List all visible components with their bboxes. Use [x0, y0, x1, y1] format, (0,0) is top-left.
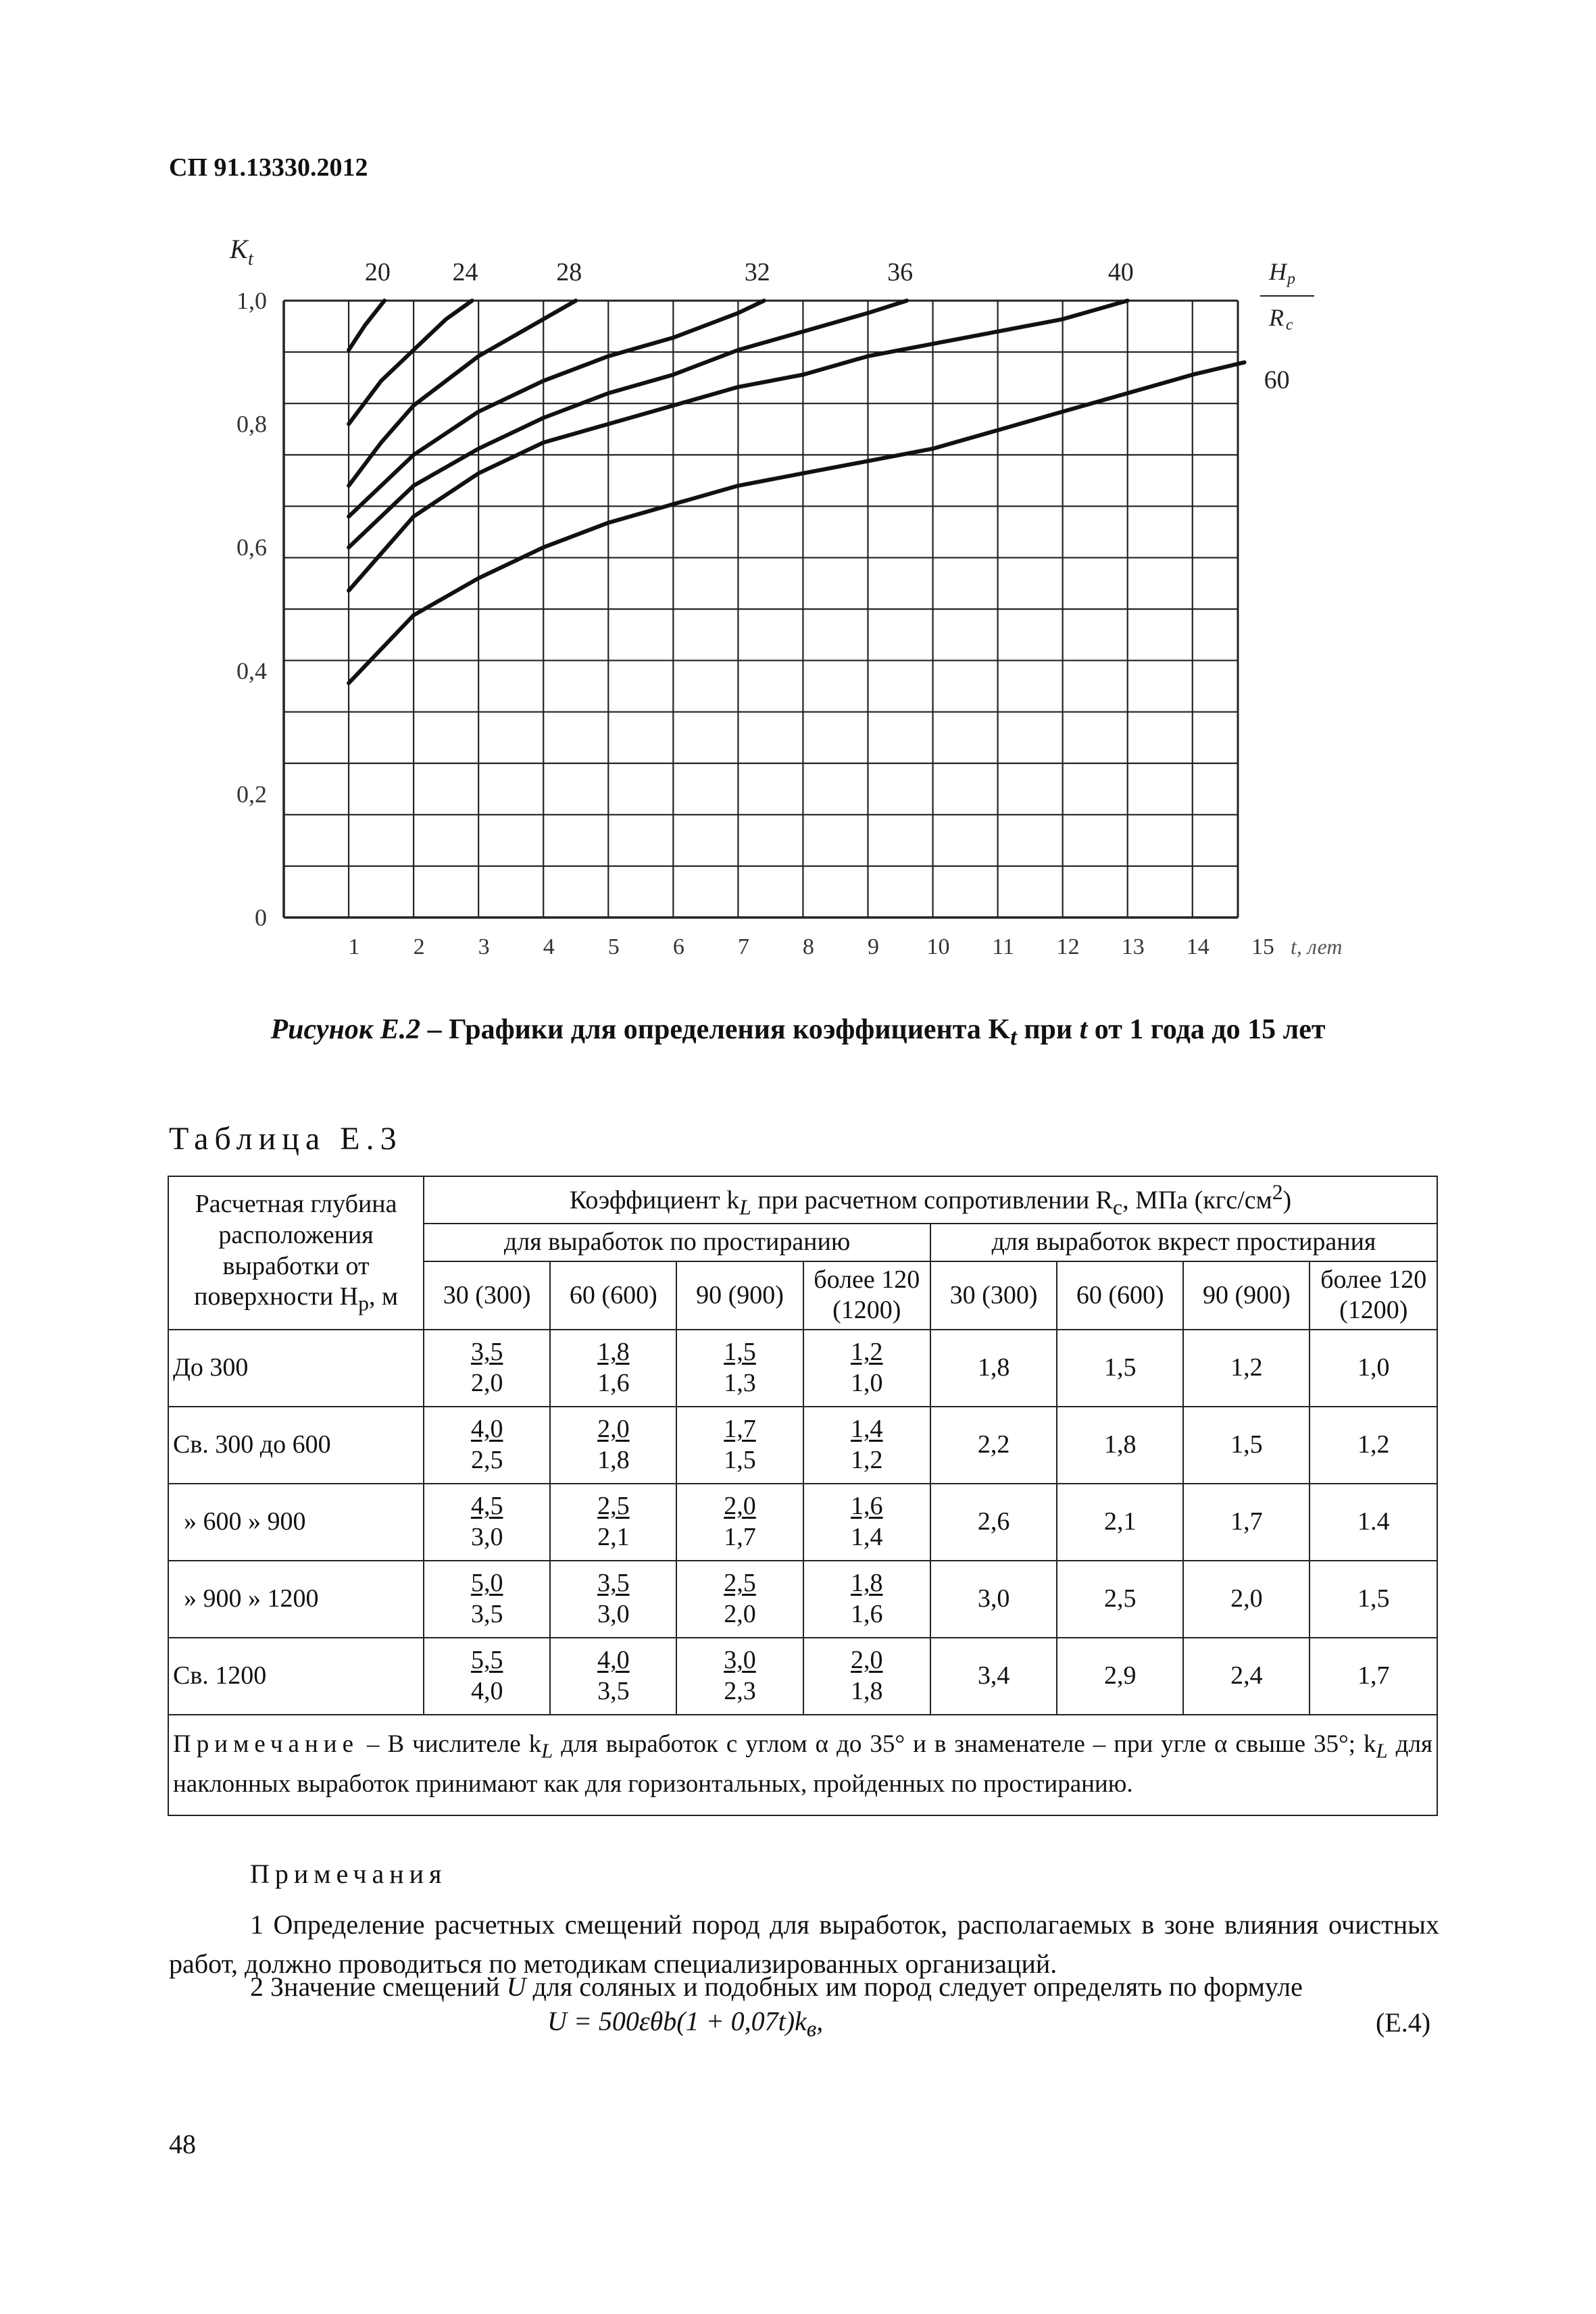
coef-header-sub: L [739, 1195, 751, 1219]
table-cell: 1,2 [1310, 1407, 1437, 1484]
table-cell: 2,1 [1057, 1484, 1183, 1561]
table-note-part: для выработок с углом α до 35° и в знаменателе – при угле α свыше 35°; k [553, 1730, 1376, 1759]
denominator: 1,5 [724, 1446, 756, 1475]
x-tick-label: 1 [348, 934, 360, 959]
table-cell: 2,0 [1183, 1561, 1310, 1638]
denominator: 1,7 [724, 1523, 756, 1552]
fraction [471, 1491, 503, 1553]
numerator: 1,8 [597, 1338, 630, 1367]
fraction [597, 1568, 630, 1630]
legend-param-denominator-sub: с [1286, 316, 1293, 334]
column-header: 60 (600) [550, 1261, 676, 1330]
table-cell: 1,5 [1183, 1407, 1310, 1484]
group-cross-header: для выработок вкрест простирания [930, 1224, 1437, 1261]
numerator: 2,5 [724, 1569, 756, 1598]
note-paragraph-1: 1 Определение расчетных смещений пород для выработок, располагаемых в зоне влияния очистных работ, должно проводиться по методикам специализированных организаций. [169, 1909, 1439, 1979]
numerator: 4,0 [470, 1415, 503, 1444]
table-cell-fraction [803, 1407, 930, 1484]
coef-header-a: Коэффициент k [569, 1186, 740, 1215]
table-note-row [168, 1715, 1437, 1815]
note-paragraph-2 [169, 1967, 1439, 2007]
x-tick-label: 9 [867, 934, 879, 959]
fraction [724, 1414, 756, 1476]
series-label: 20 [364, 258, 391, 286]
fraction [851, 1645, 883, 1707]
legend-param-denominator: R [1269, 304, 1284, 331]
column-header: 90 (900) [676, 1261, 803, 1330]
table-note-part: Примечание [173, 1730, 359, 1759]
kt-chart [0, 0, 1596, 980]
fraction [597, 1414, 630, 1476]
numerator: 3,0 [724, 1646, 756, 1675]
formula-number: (Е.4) [1376, 2007, 1431, 2038]
denominator: 2,0 [470, 1369, 503, 1398]
numerator: 3,5 [597, 1569, 630, 1598]
numerator: 2,0 [724, 1492, 756, 1521]
coef-header-c: , МПа (кгс/см [1122, 1186, 1272, 1215]
table-row [168, 1407, 1437, 1484]
row-label: Св. 300 до 600 [168, 1407, 424, 1484]
column-header: 90 (900) [1183, 1261, 1310, 1330]
series-label: 32 [744, 258, 770, 286]
fraction [851, 1568, 883, 1630]
table-row [168, 1484, 1437, 1561]
denominator: 3,5 [470, 1600, 503, 1629]
table-row [168, 1638, 1437, 1715]
table-cell: 1,8 [1057, 1407, 1183, 1484]
denominator: 1,2 [851, 1446, 883, 1475]
fraction [724, 1568, 756, 1630]
denominator: 3,5 [597, 1677, 630, 1706]
table-cell-fraction [424, 1638, 550, 1715]
row-header [168, 1176, 424, 1330]
table-cell: 1,8 [930, 1330, 1057, 1407]
numerator: 2,5 [597, 1492, 630, 1521]
document-code: СП 91.13330.2012 [169, 153, 368, 182]
table-cell: 2,6 [930, 1484, 1057, 1561]
denominator: 1,0 [851, 1369, 883, 1398]
fraction [851, 1414, 883, 1476]
table-cell-fraction [676, 1484, 803, 1561]
table-cell: 2,4 [1183, 1638, 1310, 1715]
fraction [597, 1645, 630, 1707]
table-cell: 3,0 [930, 1561, 1057, 1638]
table-cell-fraction [550, 1561, 676, 1638]
denominator: 2,1 [597, 1523, 630, 1552]
table-cell-fraction [550, 1330, 676, 1407]
denominator: 1,3 [724, 1369, 756, 1398]
series-label: 60 [1264, 366, 1290, 395]
table-cell: 1.4 [1310, 1484, 1437, 1561]
x-tick-label: 15 [1251, 934, 1274, 959]
page-number: 48 [169, 2129, 196, 2159]
formula-text: U = 500εθb(1 + 0,07t)k [547, 2006, 807, 2036]
y-tick-label: 1,0 [236, 287, 267, 314]
table-note-part: для наклонных выработок принимают как для горизонтальных, пройденных по простиранию. [173, 1730, 1432, 1799]
table-cell-fraction [803, 1484, 930, 1561]
fraction [471, 1568, 503, 1630]
x-tick-label: 8 [802, 934, 814, 959]
figure-caption [0, 1013, 1596, 1051]
legend-param-numerator-sub: р [1287, 270, 1295, 288]
table-cell: 2,5 [1057, 1561, 1183, 1638]
table-cell-fraction [424, 1330, 550, 1407]
y-tick-label: 0 [255, 904, 267, 931]
y-tick-label: 0,8 [236, 410, 267, 438]
table-cell: 2,2 [930, 1407, 1057, 1484]
notes-title: Примечания [250, 1859, 447, 1889]
y-tick-label: 0,4 [236, 657, 267, 684]
fraction [471, 1645, 503, 1707]
group-strike-header: для выработок по простиранию [424, 1224, 930, 1261]
table-cell-fraction [803, 1330, 930, 1407]
row-label: До 300 [168, 1330, 424, 1407]
figure-caption-text-3: от 1 года до 15 лет [1087, 1014, 1326, 1045]
table-cell: 1,2 [1183, 1330, 1310, 1407]
x-tick-label: 3 [478, 934, 490, 959]
column-header: более 120 (1200) [803, 1261, 930, 1330]
table-cell-fraction [424, 1484, 550, 1561]
table-cell-fraction [424, 1407, 550, 1484]
numerator: 1,6 [851, 1492, 883, 1521]
fraction [724, 1337, 756, 1399]
x-tick-label: 4 [543, 934, 555, 959]
table-cell-fraction [676, 1561, 803, 1638]
denominator: 2,3 [724, 1677, 756, 1706]
series-label: 40 [1107, 258, 1134, 286]
fraction [597, 1491, 630, 1553]
table-cell-fraction [803, 1638, 930, 1715]
denominator: 1,8 [851, 1677, 883, 1706]
note-p2-b: для соляных и подобных им пород следует определять по формуле [526, 1971, 1303, 2002]
table-note [168, 1715, 1437, 1815]
legend-param-numerator: H [1269, 258, 1287, 285]
row-header-sub: р [358, 1291, 369, 1315]
coefficient-table [168, 1176, 1438, 1816]
x-axis-label: t, лет [1291, 934, 1343, 959]
table-row [168, 1561, 1437, 1638]
table-cell-fraction [424, 1561, 550, 1638]
y-axis-label-sub: t [248, 249, 253, 270]
numerator: 1,7 [724, 1415, 756, 1444]
denominator: 1,6 [597, 1369, 630, 1398]
formula-sub: в [806, 2017, 817, 2042]
note-p2-u: U [506, 1971, 526, 2002]
numerator: 2,0 [597, 1415, 630, 1444]
row-label: » 900 » 1200 [168, 1561, 424, 1638]
column-header: 30 (300) [930, 1261, 1057, 1330]
x-tick-label: 6 [672, 934, 684, 959]
table-cell-fraction [676, 1330, 803, 1407]
table-cell-fraction [676, 1407, 803, 1484]
numerator: 1,5 [724, 1338, 756, 1367]
x-tick-label: 7 [737, 934, 749, 959]
x-tick-label: 2 [413, 934, 425, 959]
row-label: Св. 1200 [168, 1638, 424, 1715]
numerator: 1,8 [851, 1569, 883, 1598]
coef-header-b: при расчетном сопротивлении R [751, 1186, 1114, 1215]
fraction [724, 1491, 756, 1553]
y-tick-label: 0,6 [236, 534, 267, 561]
x-tick-label: 5 [607, 934, 620, 959]
fraction [851, 1337, 883, 1399]
table-cell: 2,9 [1057, 1638, 1183, 1715]
fraction [471, 1414, 503, 1476]
numerator: 4,5 [470, 1492, 503, 1521]
numerator: 2,0 [851, 1646, 883, 1675]
x-tick-label: 12 [1056, 934, 1080, 959]
table-cell: 3,4 [930, 1638, 1057, 1715]
denominator: 2,0 [724, 1600, 756, 1629]
formula [547, 2005, 823, 2042]
column-header: 30 (300) [424, 1261, 550, 1330]
y-tick-label: 0,2 [236, 780, 267, 808]
numerator: 1,2 [851, 1338, 883, 1367]
denominator: 1,6 [851, 1600, 883, 1629]
figure-caption-text: – Графики для определения коэффициента K [420, 1014, 1011, 1045]
numerator: 1,4 [851, 1415, 883, 1444]
numerator: 3,5 [470, 1338, 503, 1367]
fraction [851, 1491, 883, 1553]
column-header: 60 (600) [1057, 1261, 1183, 1330]
table-note-part: – В числителе k [359, 1730, 542, 1759]
y-axis-label: K [230, 234, 248, 264]
denominator: 1,8 [597, 1446, 630, 1475]
row-header-text: Расчетная глубина расположения выработки от поверхности H [194, 1190, 397, 1311]
numerator: 5,0 [470, 1569, 503, 1598]
series-label: 36 [887, 258, 914, 286]
denominator: 2,5 [470, 1446, 503, 1475]
table-cell-fraction [676, 1638, 803, 1715]
table-cell: 1,0 [1310, 1330, 1437, 1407]
column-header: более 120 (1200) [1310, 1261, 1437, 1330]
table-cell-fraction [550, 1407, 676, 1484]
fraction [597, 1337, 630, 1399]
denominator: 3,0 [597, 1600, 630, 1629]
series-curve [349, 301, 907, 547]
figure-label: Рисунок Е.2 [270, 1014, 421, 1045]
table-cell: 1,7 [1310, 1638, 1437, 1715]
fraction [724, 1645, 756, 1707]
table-note-part: L [541, 1739, 553, 1763]
numerator: 5,5 [470, 1646, 503, 1675]
row-label: » 600 » 900 [168, 1484, 424, 1561]
denominator: 1,4 [851, 1523, 883, 1552]
series-label: 24 [452, 258, 478, 286]
denominator: 4,0 [470, 1677, 503, 1706]
table-cell-fraction [550, 1484, 676, 1561]
denominator: 3,0 [470, 1523, 503, 1552]
table-cell: 1,5 [1057, 1330, 1183, 1407]
x-tick-label: 14 [1186, 934, 1210, 959]
x-tick-label: 13 [1121, 934, 1145, 959]
table-cell-fraction [803, 1561, 930, 1638]
fraction [471, 1337, 503, 1399]
coef-header-sub2: с [1113, 1195, 1123, 1219]
formula-tail: , [816, 2006, 824, 2036]
table-cell: 1,5 [1310, 1561, 1437, 1638]
figure-caption-sub: t [1010, 1024, 1017, 1051]
coefficient-header [424, 1176, 1437, 1224]
series-label: 28 [556, 258, 582, 286]
table-note-part: L [1376, 1739, 1388, 1763]
figure-caption-t: t [1079, 1014, 1088, 1045]
coef-header-d: ) [1282, 1186, 1292, 1215]
table-cell: 1,7 [1183, 1484, 1310, 1561]
x-tick-label: 10 [926, 934, 950, 959]
numerator: 4,0 [597, 1646, 630, 1675]
table-title: Таблица Е.3 [169, 1121, 403, 1157]
chart-figure [0, 0, 1596, 980]
note-p2-a: 2 Значение смещений [250, 1971, 507, 2002]
coef-header-sup: 2 [1272, 1180, 1283, 1204]
series-curve [349, 301, 384, 350]
x-tick-label: 11 [992, 934, 1014, 959]
table-row [168, 1330, 1437, 1407]
figure-caption-text-2: при [1016, 1014, 1080, 1045]
table-cell-fraction [550, 1638, 676, 1715]
row-header-tail: , м [368, 1282, 398, 1311]
